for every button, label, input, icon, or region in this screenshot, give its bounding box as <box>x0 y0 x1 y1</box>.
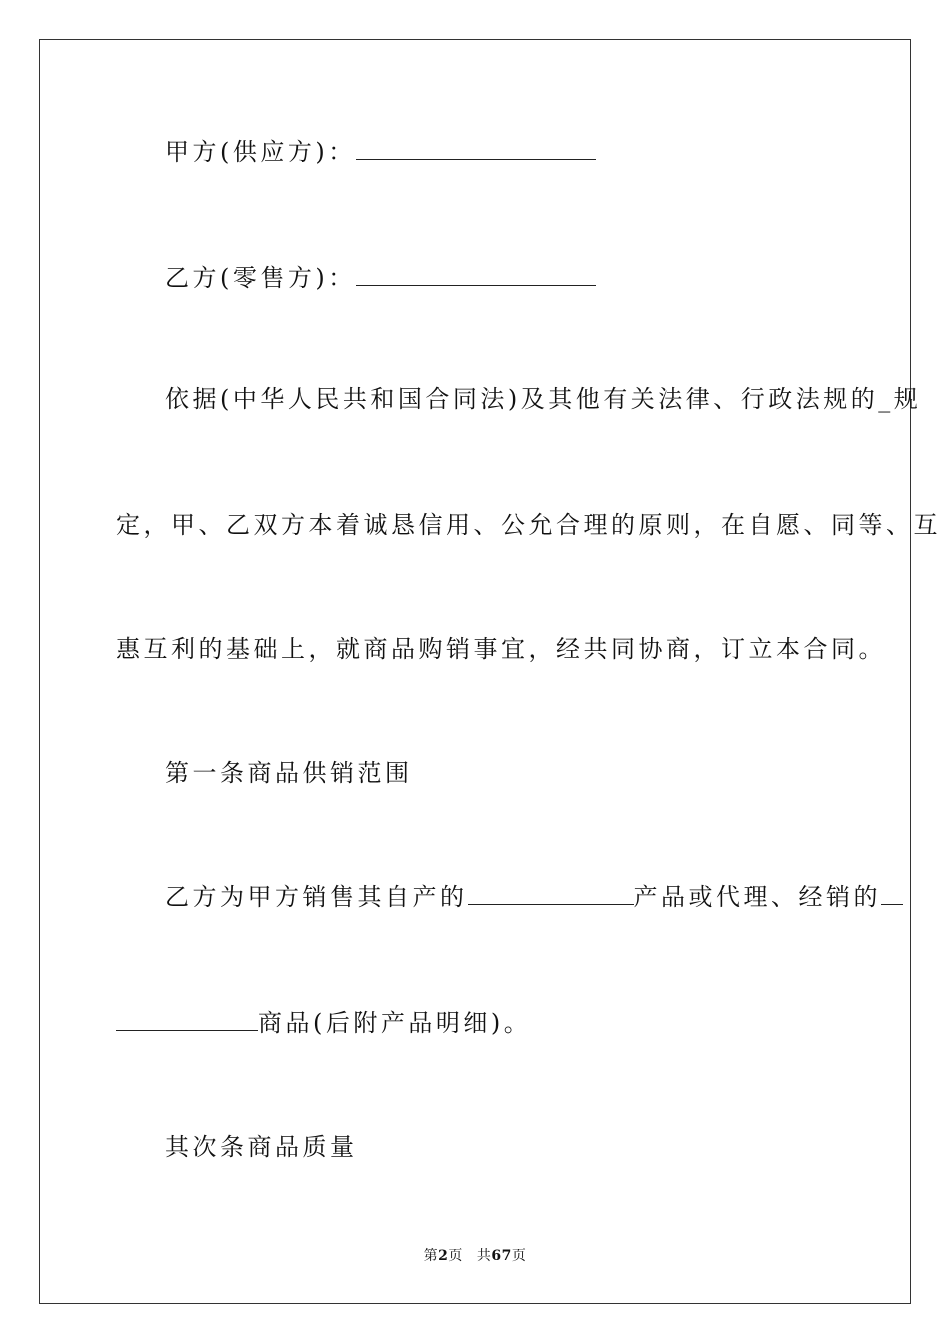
total-unit: 页 <box>511 1248 527 1264</box>
party-a-label: 甲方(供应方)： <box>165 138 356 166</box>
article-1-title: 第一条商品供销范围 <box>165 759 413 787</box>
party-b-line <box>165 262 596 294</box>
article-1-text-b: 产品或代理、经销的 <box>633 883 881 911</box>
page-border <box>39 39 911 1304</box>
product-blank <box>468 882 634 905</box>
total-prefix: 共 <box>476 1248 492 1264</box>
preamble-line-2: 定，甲、乙双方本着诚恳信用、公允合理的原则，在自愿、同等、互 <box>116 511 941 539</box>
page-prefix: 第 <box>423 1248 439 1264</box>
preamble-line-3: 惠互利的基础上，就商品购销事宜，经共同协商，订立本合同。 <box>116 635 886 663</box>
goods-blank-start <box>881 882 903 905</box>
party-a-line <box>165 136 596 168</box>
preamble-line-1: 依据(中华人民共和国合同法)及其他有关法律、行政法规的_规 <box>165 385 922 413</box>
page-number: 2 <box>438 1248 449 1264</box>
party-b-blank <box>356 263 596 286</box>
page-footer <box>0 1247 950 1265</box>
article-1-text-c: 商品(后附产品明细)。 <box>258 1009 532 1037</box>
party-b-label: 乙方(零售方)： <box>165 264 356 292</box>
total-pages: 67 <box>491 1248 512 1264</box>
party-a-blank <box>356 137 596 160</box>
page-unit: 页 <box>448 1248 463 1264</box>
article-1-line-1 <box>165 881 903 913</box>
article-1-line-2 <box>116 1007 531 1039</box>
article-1-text-a: 乙方为甲方销售其自产的 <box>165 883 468 911</box>
article-2-title: 其次条商品质量 <box>165 1133 358 1161</box>
goods-blank-end <box>116 1008 258 1031</box>
